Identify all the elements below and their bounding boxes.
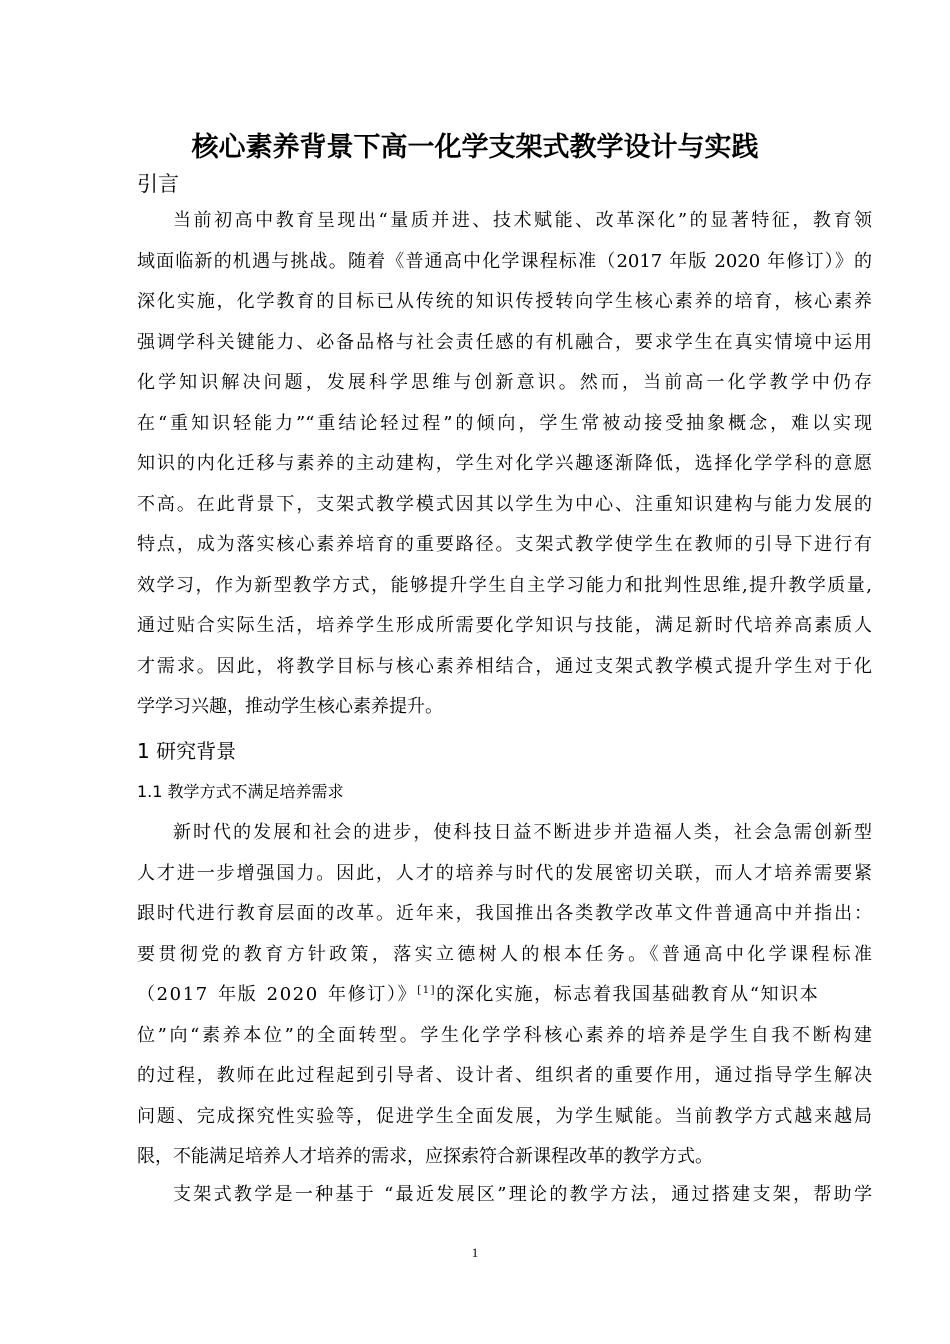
text-line: 问题、完成探究性实验等，促进学生全面发展，为学生赋能。当前教学方式越来越局 [137,1105,872,1127]
text-line-with-citation [137,975,872,1016]
subsection-1-1-heading: 1.1 教学方式不满足培养需求 [137,782,344,801]
text-line: 深化实施，化学教育的目标已从传统的知识传授转向学生核心素养的培育，核心素养 [137,291,872,312]
text-line: 跟时代进行教育层面的改革。近年来，我国推出各类教学改革文件普通高中并指出： [137,903,872,924]
text-line: 的过程，教师在此过程起到引导者、设计者、组织者的重要作用，通过指导学生解决 [137,1065,872,1086]
text-line: 知识的内化迁移与素养的主动建构，学生对化学兴趣逐渐降低，选择化学学科的意愿 [137,453,872,474]
section-1-1-paragraph-2 [137,1175,872,1216]
citation-mark: [1] [417,985,437,996]
text-line: 学学习兴趣，推动学生核心素养提升。 [137,696,443,717]
text-line: 效学习，作为新型教学方式，能够提升学生自主学习能力和批判性思维,提升教学质量, [137,574,872,596]
text-line: 才需求。因此，将教学目标与核心素养相结合，通过支架式教学模式提升学生对于化 [137,655,872,677]
text-line: 通过贴合实际生活，培养学生形成所需要化学知识与技能，满足新时代培养高素质人 [137,615,872,636]
text-line: 支架式教学是一种基于 “最近发展区”理论的教学方法，通过搭建支架，帮助学 [173,1184,872,1205]
text-line: 不高。在此背景下，支架式教学模式因其以学生为中心、注重知识建构与能力发展的 [137,493,872,515]
text-line: 在“重知识轻能力”“重结论轻过程”的倾向，学生常被动接受抽象概念，难以实现 [137,412,872,434]
section-1-heading: 1 研究背景 [137,739,237,763]
text-line: 特点，成为落实核心素养培育的重要路径。支架式教学使学生在教师的引导下进行有 [137,534,872,555]
text-line: 限，不能满足培养人才培养的需求，应探索符合新课程改革的教学方式。 [137,1146,713,1167]
citation-text-after: 的深化实施，标志着我国基础教育从“知识本 [436,984,820,1005]
intro-heading: 引言 [137,172,179,196]
text-line: 域面临新的机遇与挑战。随着《普通高中化学课程标准（2017 年版 2020 年修订）》的 [137,250,872,272]
text-line: 强调学科关键能力、必备品格与社会责任感的有机融合，要求学生在真实情境中运用 [137,331,872,353]
document-title: 核心素养背景下高一化学支架式教学设计与实践 [191,132,759,163]
text-line: 人才进一步增强国力。因此，人才的培养与时代的发展密切关联，而人才培养需要紧 [137,862,872,884]
text-line: 位”向“素养本位”的全面转型。学生化学学科核心素养的培养是学生自我不断构建 [137,1024,872,1046]
text-line: 当前初高中教育呈现出“量质并进、技术赋能、改革深化”的显著特征，教育领 [173,210,872,231]
citation-text-before: （2017 年版 2020 年修订）》 [137,984,418,1005]
text-line: 要贯彻党的教育方针政策，落实立德树人的根本任务。《普通高中化学课程标准 [137,943,872,965]
intro-paragraph [137,201,872,728]
text-line: 新时代的发展和社会的进步，使科技日益不断进步并造福人类，社会急需创新型 [173,822,872,843]
section-1-1-paragraph [137,813,872,1178]
page-number: 1 [471,1245,479,1260]
text-line: 化学知识解决问题，发展科学思维与创新意识。然而，当前高一化学教学中仍存 [137,372,872,393]
